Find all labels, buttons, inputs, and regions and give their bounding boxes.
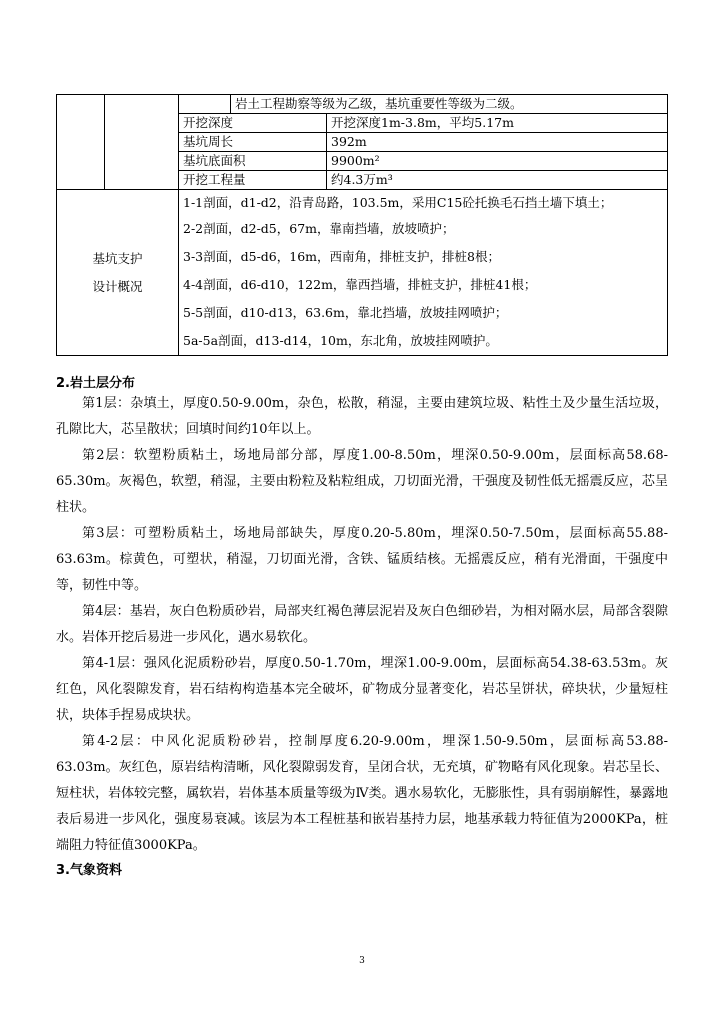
section-heading: 2.岩土层分布 [56,376,135,391]
paragraph: 第2层：软塑粉质粘土，场地局部分部，厚度1.00-8.50m，埋深0.50-9.00m，层面标高58.68-65.30m。灰褐色，软塑，稍湿，主要由粉粒及粘粒组成，刀切面光滑，干强度及韧性低无摇震反应，芯呈柱状。 [56,448,668,515]
section-heading: 3.气象资料 [56,863,122,878]
section-item: 1-1剖面，d1-d2，沿青岛路，103.5m，采用C15砼托换毛石挡土墙下填土； [183,195,613,210]
row-value: 9900m² [327,152,668,171]
paragraph: 第4-2层：中风化泥质粉砂岩，控制厚度6.20-9.00m，埋深1.50-9.50m，层面标高53.88-63.03m。灰红色，原岩结构清晰，风化裂隙弱发育，呈闭合状，无充填，矿物略有风化现象。岩芯呈长、短柱状，岩体较完整，属软岩，岩体基本质量等级为Ⅳ类。遇水易软化，无膨胀性，具有弱崩解性，暴露地表后易进一步风化，强度易衰减。该层为本工程桩基和嵌岩基持力层，地基承载力特征值为2000KPa，桩端阻力特征值3000KPa。 [56,734,668,853]
section-2 [56,372,668,878]
table-row [57,95,668,114]
section-item: 3-3剖面，d5-d6，16m，西南角，排桩支护，排桩8根； [183,249,500,264]
table-row [57,190,668,356]
paragraph: 第1层：杂填土，厚度0.50-9.00m，杂色，松散，稍湿，主要由建筑垃圾、粘性土及少量生活垃圾，孔隙比大，芯呈散状；回填时间约10年以上。 [56,396,668,437]
empty-cell [57,95,105,190]
project-overview-table [56,94,668,356]
row-value: 约4.3万m³ [327,171,668,190]
section-item: 5a-5a剖面，d13-d14，10m，东北角，放坡挂网喷护。 [183,333,498,348]
support-label-line2: 设计概况 [92,278,143,294]
row-label: 开挖工程量 [179,171,327,190]
row-label: 开挖深度 [179,114,327,133]
empty-cell [179,95,231,114]
page-number: 3 [359,956,365,966]
survey-grade-text: 岩土工程勘察等级为乙级，基坑重要性等级为二级。 [231,95,668,114]
paragraph: 第3层：可塑粉质粘土，场地局部缺失，厚度0.20-5.80m，埋深0.50-7.50m，层面标高55.88-63.63m。棕黄色，可塑状，稍湿，刀切面光滑，含铁、锰质结核。无摇震反应，稍有光滑面，干强度中等，韧性中等。 [56,526,668,593]
support-sections-cell [179,190,668,356]
section-item: 4-4剖面，d6-d10，122m，靠西挡墙，排桩支护，排桩41根； [183,277,537,292]
empty-cell [105,95,179,190]
paragraph: 第4-1层：强风化泥质粉砂岩，厚度0.50-1.70m，埋深1.00-9.00m，层面标高54.38-63.53m。灰红色，风化裂隙发育，岩石结构构造基本完全破坏，矿物成分显著变化，岩芯呈饼状，碎块状，少量短柱状，块体手捏易成块状。 [56,656,668,723]
row-label: 基坑底面积 [179,152,327,171]
section-item: 5-5剖面，d10-d13，63.6m，靠北挡墙，放坡挂网喷护； [183,305,508,320]
paragraph: 第4层：基岩，灰白色粉质砂岩，局部夹红褐色薄层泥岩及灰白色细砂岩，为相对隔水层，局部含裂隙水。岩体开挖后易进一步风化，遇水易软化。 [56,604,668,645]
row-label: 基坑周长 [179,133,327,152]
support-label-line1: 基坑支护 [92,250,143,266]
row-value: 开挖深度1m-3.8m，平均5.17m [327,114,668,133]
row-value: 392m [327,133,668,152]
section-item: 2-2剖面，d2-d5，67m，靠南挡墙，放坡喷护； [183,221,455,236]
support-design-label [57,190,179,356]
